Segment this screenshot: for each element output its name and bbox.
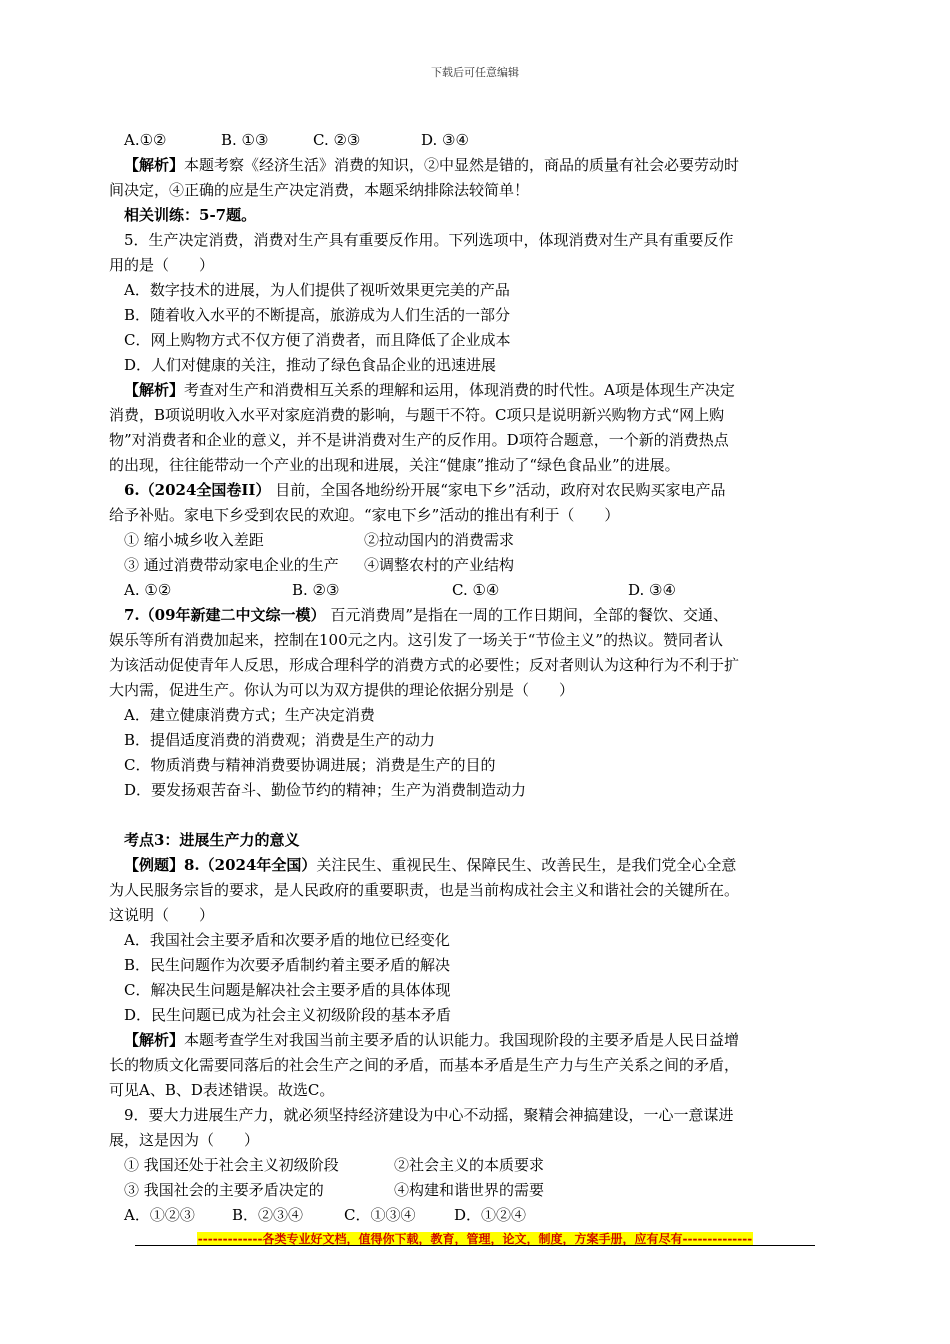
q4-option-d: D. ③④ xyxy=(421,131,469,149)
q8-stem-line-1: 【例题】8.（2024年全国）关注民生、重视民生、保障民生、改善民生，是我们党全心全意 xyxy=(124,856,737,874)
q7-stem-line-4: 大内需，促进生产。你认为可以为双方提供的理论依据分别是（ ） xyxy=(109,681,575,699)
page-header: 下载后可任意编辑 xyxy=(431,66,519,79)
q7-option-a: A．建立健康消费方式；生产决定消费 xyxy=(124,706,375,724)
q9-item-4: ④构建和谐世界的需要 xyxy=(394,1181,545,1199)
q4-option-b: B. ①③ xyxy=(221,131,269,149)
q8-option-a: A．我国社会主要矛盾和次要矛盾的地位已经变化 xyxy=(124,931,450,949)
q8-analysis-line-2: 长的物质文化需要同落后的社会生产之间的矛盾，而基本矛盾是生产力与生产关系之间的矛盾， xyxy=(109,1056,740,1074)
q8-stem-line-3: 这说明（ ） xyxy=(109,906,215,924)
q5-option-b: B．随着收入水平的不断提高，旅游成为人们生活的一部分 xyxy=(124,306,511,324)
q9-option-b: B．②③④ xyxy=(232,1206,304,1224)
q4-analysis-line-1: 【解析】本题考察《经济生活》消费的知识，②中显然是错的，商品的质量有社会必要劳动时 xyxy=(124,156,740,174)
q6-stem-line-1: 6.（2024全国卷II） 目前，全国各地纷纷开展“家电下乡”活动，政府对农民购买家电产品 xyxy=(124,481,726,499)
q9-option-d: D．①②④ xyxy=(454,1206,527,1224)
q6-option-b: B. ②③ xyxy=(292,581,340,599)
q7-option-d: D．要发扬艰苦奋斗、勤俭节约的精神；生产为消费制造动力 xyxy=(124,781,527,799)
q8-analysis-line-3: 可见A、B、D表述错误。故选C。 xyxy=(109,1081,335,1099)
q4-option-a: A.①② xyxy=(124,131,167,149)
q6-option-a: A. ①② xyxy=(124,581,172,599)
q7-stem-line-1: 7.（09年新建二中文综一模） 百元消费周”是指在一周的工作日期间，全部的餐饮、交通、 xyxy=(124,606,728,624)
q6-options xyxy=(109,578,819,603)
q5-analysis-line-3: 物”对消费者和企业的意义，并不是讲消费对生产的反作用。D项符合题意，一个新的消费热点 xyxy=(109,431,729,449)
q6-item-1: ① 缩小城乡收入差距 xyxy=(124,531,264,549)
footer-text: -------------各类专业好文档，值得你下载，教育，管理，论文，制度，方案手册，应有尽有-------------- xyxy=(197,1232,753,1246)
q5-option-a: A．数字技术的进展，为人们提供了视听效果更完美的产品 xyxy=(124,281,510,299)
section-gap xyxy=(109,803,819,828)
q7-stem-line-3: 为该活动促使青年人反思，形成合理科学的消费方式的必要性；反对者则认为这种行为不利于扩 xyxy=(109,656,740,674)
q6-item-4: ④调整农村的产业结构 xyxy=(364,556,515,574)
q6-stem-line-2: 给予补贴。家电下乡受到农民的欢迎。“家电下乡”活动的推出有利于（ ） xyxy=(109,506,620,524)
analysis-tag: 【解析】 xyxy=(124,1031,185,1049)
q4-analysis-line-2: 间决定，④正确的应是生产决定消费，本题采纳排除法较简单！ xyxy=(109,181,530,199)
q6-item-3: ③ 通过消费带动家电企业的生产 xyxy=(124,556,339,574)
q8-analysis-line-1: 【解析】本题考查学生对我国当前主要矛盾的认识能力。我国现阶段的主要矛盾是人民日益增 xyxy=(124,1031,740,1049)
footer-rule xyxy=(135,1245,815,1246)
q6-item-2: ②拉动国内的消费需求 xyxy=(364,531,515,549)
q9-stem-line-1: 9．要大力进展生产力，就必须坚持经济建设为中心不动摇，聚精会神搞建设，一心一意谋进 xyxy=(124,1106,734,1124)
analysis-tag: 【解析】 xyxy=(124,156,185,174)
q5-stem-line-2: 用的是（ ） xyxy=(109,256,215,274)
q5-option-c: C．网上购物方式不仅方便了消费者，而且降低了企业成本 xyxy=(124,331,511,349)
q5-option-d: D．人们对健康的关注，推动了绿色食品企业的迅速进展 xyxy=(124,356,497,374)
q9-item-1: ① 我国还处于社会主义初级阶段 xyxy=(124,1156,339,1174)
q9-option-c: C．①③④ xyxy=(344,1206,416,1224)
q5-stem-line-1: 5．生产决定消费，消费对生产具有重要反作用。下列选项中，体现消费对生产具有重要反作 xyxy=(124,231,734,249)
q6-items-row-2 xyxy=(109,553,819,578)
q5-analysis-line-4: 的出现，往往能带动一个产业的出现和进展，关注“健康”推动了“绿色食品业”的进展。 xyxy=(109,456,680,474)
q9-items-row-1 xyxy=(109,1153,819,1178)
q6-option-c: C. ①④ xyxy=(452,581,500,599)
q6-source: 6.（2024全国卷II） xyxy=(124,481,271,499)
q7-source: 7.（09年新建二中文综一模） xyxy=(124,606,326,624)
q7-option-b: B．提倡适度消费的消费观；消费是生产的动力 xyxy=(124,731,436,749)
q9-option-a: A．①②③ xyxy=(124,1206,195,1224)
kaodian-3-heading: 考点3：进展生产力的意义 xyxy=(124,831,300,849)
q9-stem-line-2: 展，这是因为（ ） xyxy=(109,1131,260,1149)
q4-options xyxy=(109,128,819,153)
q5-analysis-line-1: 【解析】考查对生产和消费相互关系的理解和运用，体现消费的时代性。A项是体现生产决定 xyxy=(124,381,735,399)
q8-stem-line-2: 为人民服务宗旨的要求，是人民政府的重要职责，也是当前构成社会主义和谐社会的关键所在。 xyxy=(109,881,740,899)
q9-item-3: ③ 我国社会的主要矛盾决定的 xyxy=(124,1181,324,1199)
q6-option-d: D. ③④ xyxy=(628,581,676,599)
q5-analysis-line-2: 消费，B项说明收入水平对家庭消费的影响，与题干不符。C项只是说明新兴购物方式“网上购 xyxy=(109,406,725,424)
related-training-heading: 相关训练：5-7题。 xyxy=(124,206,257,224)
q8-tag: 【例题】8.（2024年全国） xyxy=(124,856,317,874)
analysis-tag: 【解析】 xyxy=(124,381,185,399)
q8-option-d: D．民生问题已成为社会主义初级阶段的基本矛盾 xyxy=(124,1006,452,1024)
q4-option-c: C. ②③ xyxy=(313,131,361,149)
q7-stem-line-2: 娱乐等所有消费加起来，控制在100元之内。这引发了一场关于“节俭主义”的热议。赞同者认 xyxy=(109,631,723,649)
q9-item-2: ②社会主义的本质要求 xyxy=(394,1156,545,1174)
q8-option-c: C．解决民生问题是解决社会主要矛盾的具体体现 xyxy=(124,981,451,999)
q6-items-row-1 xyxy=(109,528,819,553)
document-body xyxy=(109,128,819,1228)
q9-items-row-2 xyxy=(109,1178,819,1203)
q8-option-b: B．民生问题作为次要矛盾制约着主要矛盾的解决 xyxy=(124,956,451,974)
q9-options xyxy=(109,1203,819,1228)
q7-option-c: C．物质消费与精神消费要协调进展；消费是生产的目的 xyxy=(124,756,496,774)
